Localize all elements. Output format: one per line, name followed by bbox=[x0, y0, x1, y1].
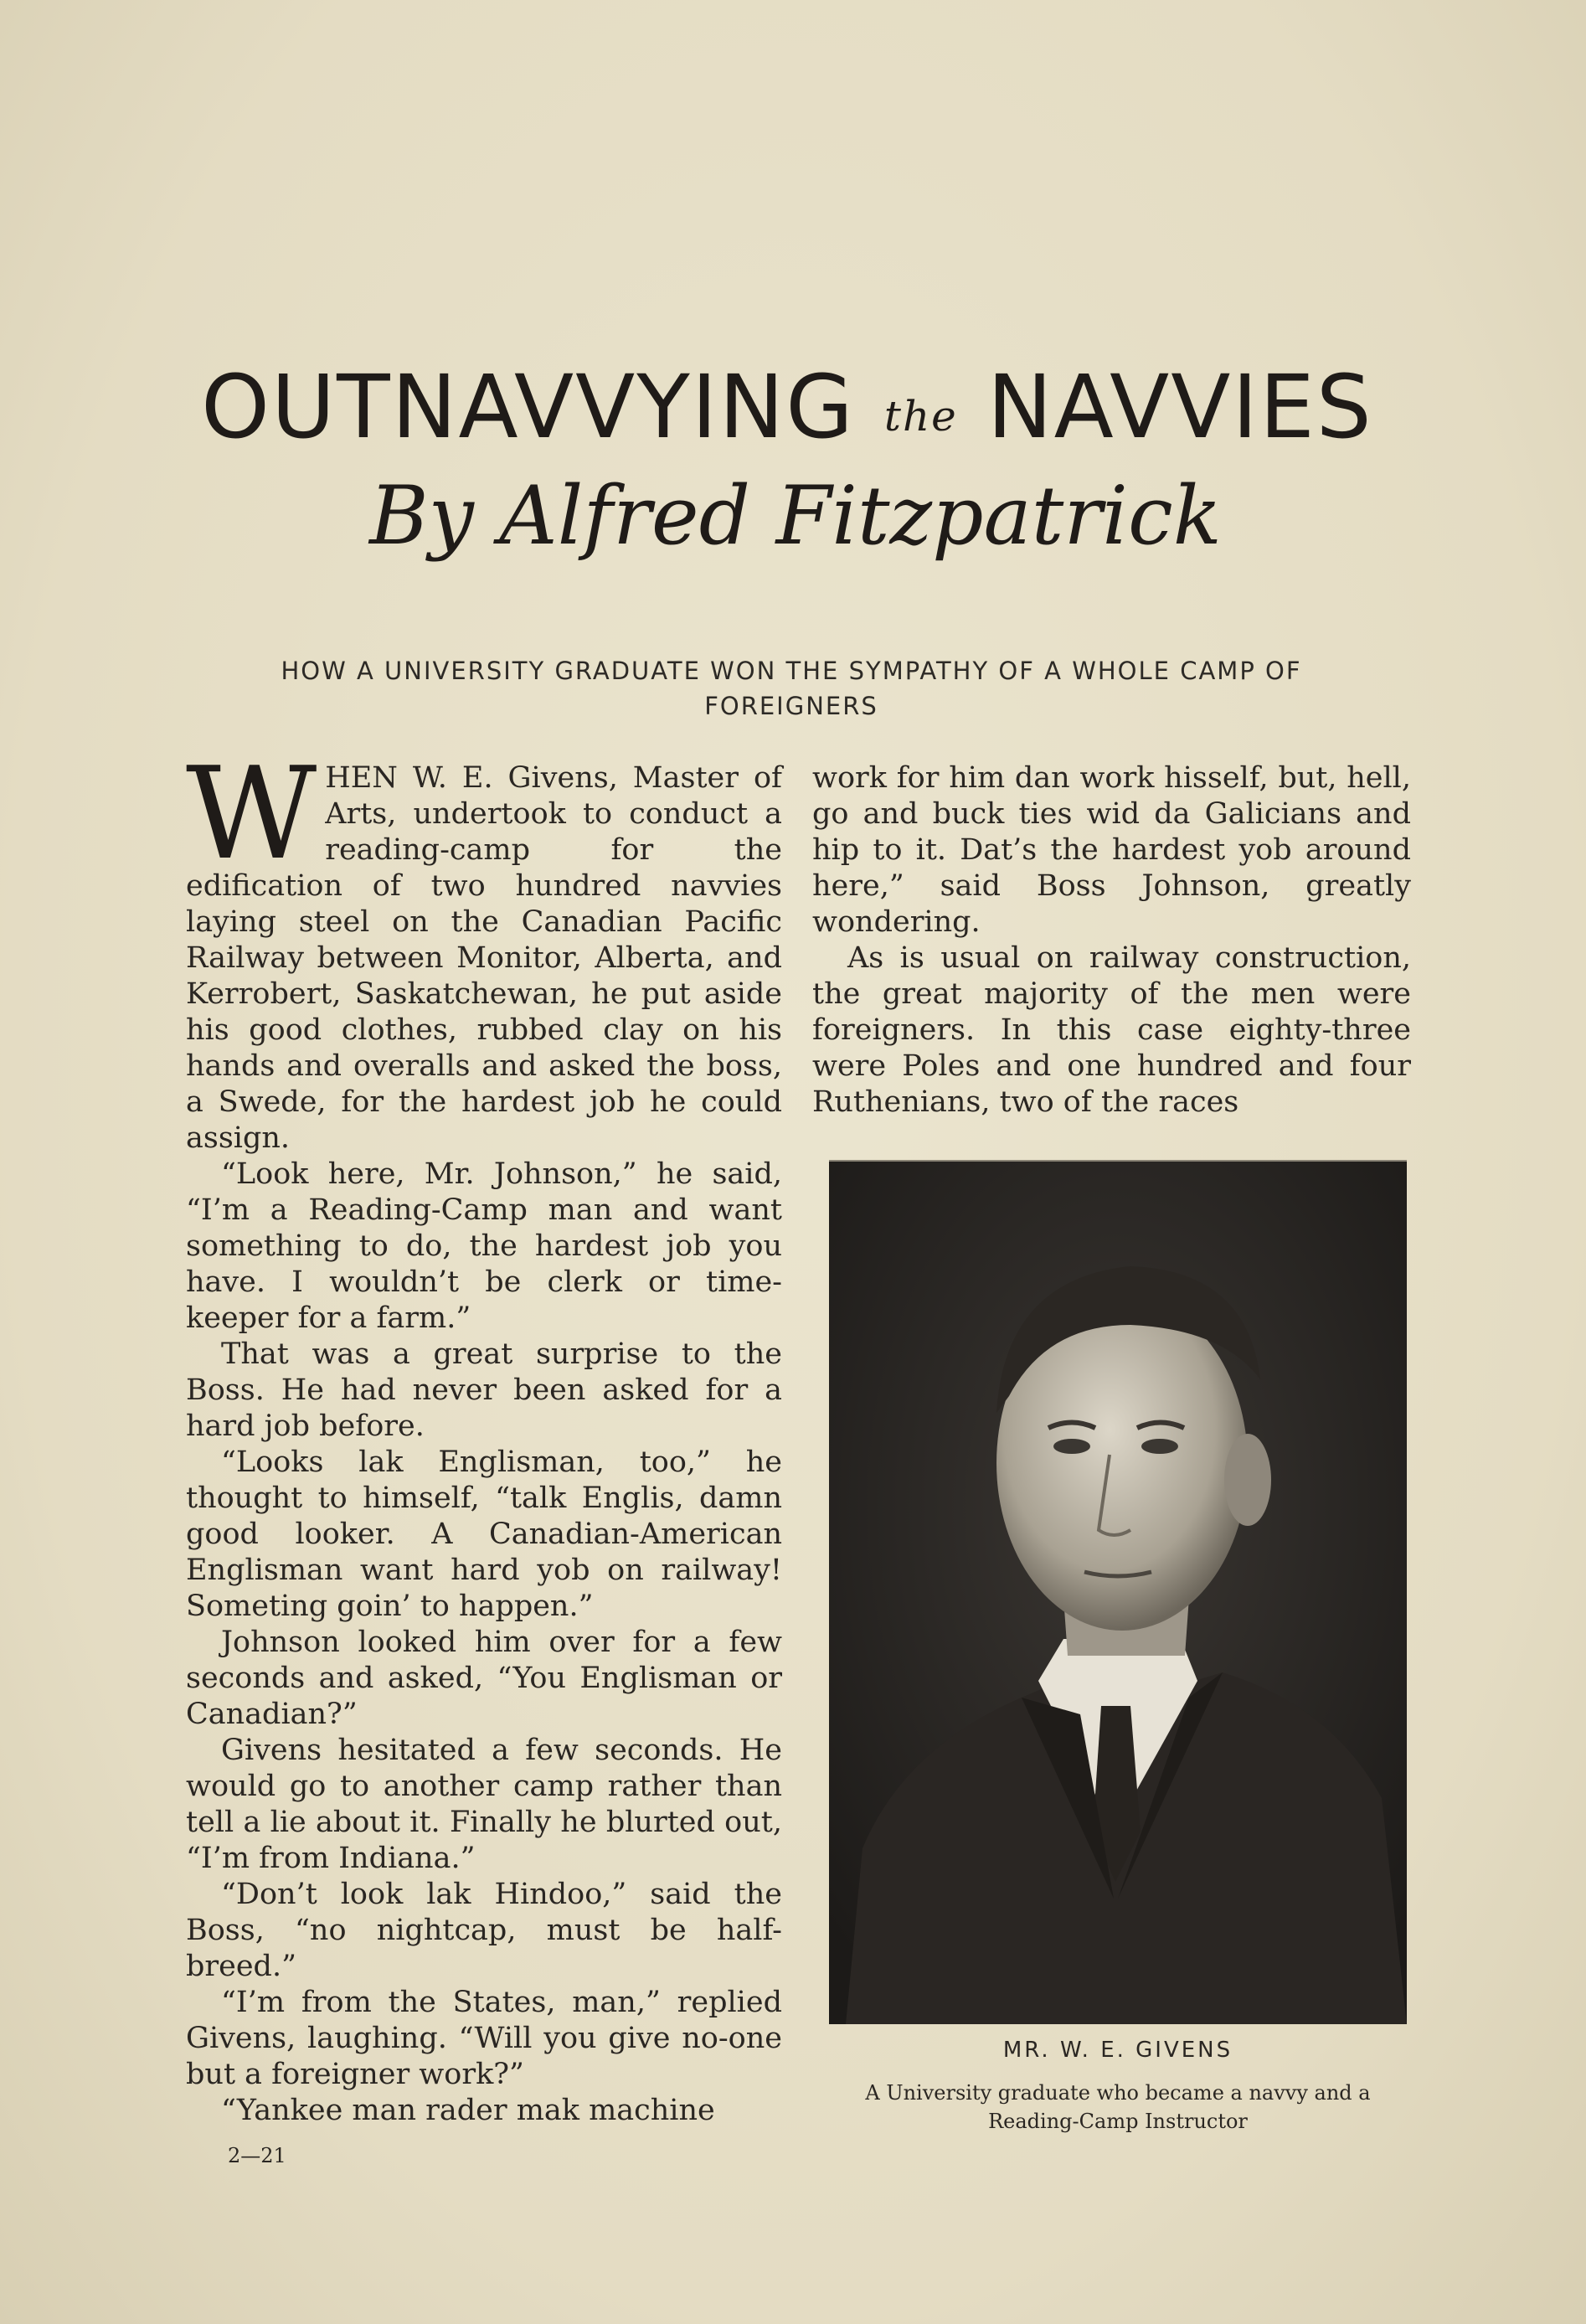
paragraph: work for him dan work hisself, but, hell, go and buck ties wid da Galicians and hip to it. Dat’s the hardest yob around here,” said Boss Johnson, greatly wondering. bbox=[812, 761, 1411, 939]
paragraph bbox=[186, 739, 782, 1157]
right-column bbox=[812, 760, 1411, 1121]
paragraph: “I’m from the States, man,” replied Givens, laughing. “Will you give no-one but a foreigner work?” bbox=[186, 1986, 782, 2091]
drop-cap: W bbox=[186, 739, 317, 888]
paragraph: As is usual on railway construction, the great majority of the men were foreigners. In this case eighty-three were Poles and one hundred and four Ruthenians, two of the races bbox=[812, 941, 1411, 1119]
caption-text: A University graduate who became a navvy and a Reading-Camp Instructor bbox=[865, 2081, 1371, 2133]
paragraph: Johnson looked him over for a few seconds and asked, “You Englisman or Canadian?” bbox=[186, 1626, 782, 1731]
paragraph: That was a great surprise to the Boss. He had never been asked for a hard job before. bbox=[186, 1337, 782, 1443]
title-small: the bbox=[883, 392, 958, 441]
paragraph: “Don’t look lak Hindoo,” said the Boss, “no nightcap, must be half-breed.” bbox=[186, 1878, 782, 1983]
portrait-image bbox=[829, 1162, 1407, 2024]
paragraph: “Yankee man rader mak machine bbox=[221, 2094, 715, 2127]
folio: 2—21 bbox=[228, 2144, 286, 2167]
paragraph-text: HEN W. E. Givens, Master of Arts, undertook to conduct a reading-camp for the edification of two hundred navvies laying steel on the Canadian Pacific Railway between Monitor, Alberta, and Kerrobert, Saskatchewan, he put aside his good clothes, rubbed clay on his hands and overalls and asked the boss, a Swede, for the hardest job he could assign. bbox=[186, 761, 782, 1155]
caption-title: MR. W. E. GIVENS bbox=[1002, 2038, 1233, 2063]
title-main: OUTNAVVYING bbox=[201, 356, 855, 458]
byline: By Alfred Fitzpatrick bbox=[369, 469, 1222, 563]
paragraph: “Looks lak Englisman, too,” he thought to himself, “talk Englis, damn good looker. A Canadian-American Englisman want hard yob on railway! Someting goin’ to happen.” bbox=[186, 1445, 782, 1623]
subtitle: HOW A UNIVERSITY GRADUATE WON THE SYMPATHY OF A WHOLE CAMP OF FOREIGNERS bbox=[281, 657, 1302, 720]
paragraph: “Look here, Mr. Johnson,” he said, “I’m a Reading-Camp man and want something to do, the hardest job you have. I wouldn’t be clerk or time-keeper for a farm.” bbox=[186, 1157, 782, 1335]
title-tail: NAVVIES bbox=[986, 356, 1373, 458]
paragraph: Givens hesitated a few seconds. He would go to another camp rather than tell a lie about it. Finally he blurted out, “I’m from Indiana.” bbox=[186, 1734, 782, 1875]
portrait-photo bbox=[829, 1160, 1407, 2024]
article-title bbox=[167, 356, 1407, 458]
left-column bbox=[186, 739, 782, 2129]
